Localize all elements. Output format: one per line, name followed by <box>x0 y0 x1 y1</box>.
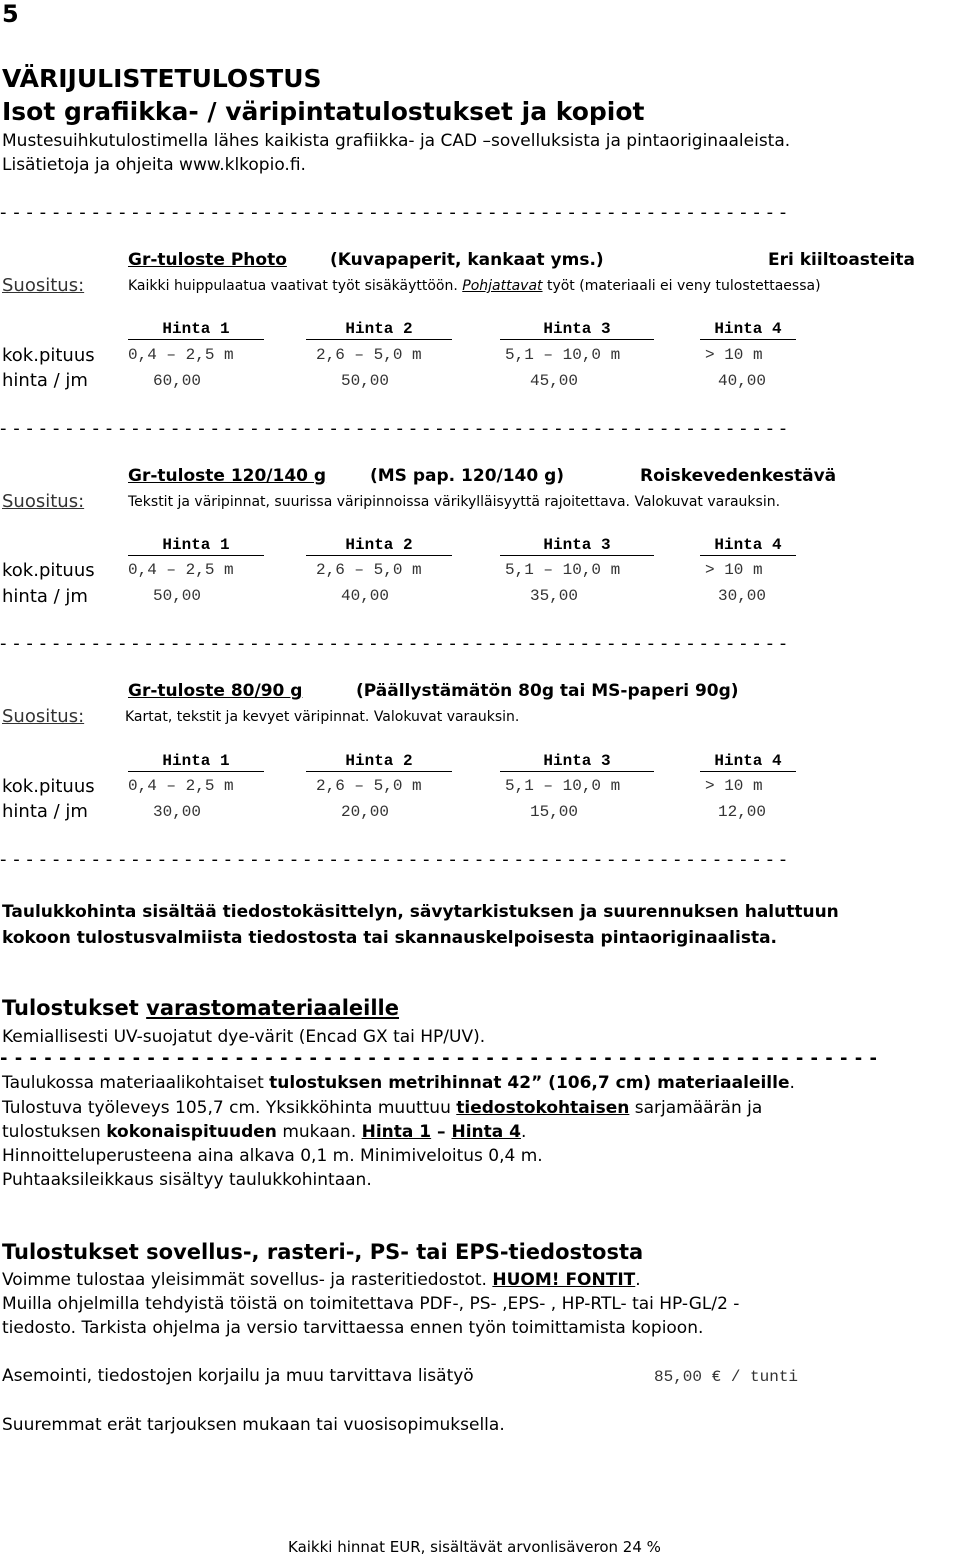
price-header-1: Hinta 1 <box>128 536 264 556</box>
length-range-1: 0,4 – 2,5 m <box>128 346 234 364</box>
divider: - - - - - - - - - - - - - - - - - - - - - - - - - - - - - - - - - - - - - - - - - - - - - - - - - - - - - - - - - - - - <box>0 849 787 870</box>
section-3-desc: (Päällystämätön 80g tai MS-paperi 90g) <box>356 681 739 701</box>
storage-line-4: tulostuksen kokonaispituuden mukaan. Hinta 1 – Hinta 4. <box>2 1122 527 1142</box>
price-value: 40,00 <box>341 587 390 605</box>
section-1-name: Gr-tuloste Photo <box>128 250 287 270</box>
length-range-1: 0,4 – 2,5 m <box>128 777 234 795</box>
price-row-label: hinta / jm <box>2 370 88 391</box>
intro-line-2: Lisätietoja ja ohjeita www.klkopio.fi. <box>2 155 306 175</box>
length-range-4: > 10 m <box>705 561 763 579</box>
price-value: 35,00 <box>530 587 579 605</box>
storage-heading: Tulostukset varastomateriaaleille <box>2 996 400 1020</box>
length-range-3: 5,1 – 10,0 m <box>505 561 621 579</box>
price-value: 30,00 <box>718 587 767 605</box>
divider: - - - - - - - - - - - - - - - - - - - - - - - - - - - - - - - - - - - - - - - - - - - - - - - - - - - - - - - - - - - - <box>0 1048 878 1069</box>
price-header-2: Hinta 2 <box>306 320 452 340</box>
price-header-1: Hinta 1 <box>128 320 264 340</box>
section-3-note: Kartat, tekstit ja kevyet väripinnat. Valokuvat varauksin. <box>125 709 520 725</box>
price-value: 12,00 <box>718 803 767 821</box>
section-1-extra: Eri kiiltoasteita <box>768 250 916 270</box>
price-value: 60,00 <box>153 372 202 390</box>
storage-line-3: Tulostuva työleveys 105,7 cm. Yksikköhinta muuttuu tiedostokohtaisen sarjamäärän ja <box>2 1098 763 1118</box>
price-header-3: Hinta 3 <box>500 536 654 556</box>
price-header-4: Hinta 4 <box>700 536 796 556</box>
price-value: 20,00 <box>341 803 390 821</box>
price-row-label: hinta / jm <box>2 586 88 607</box>
apps-line-1: Voimme tulostaa yleisimmät sovellus- ja rasteritiedostot. HUOM! FONTIT. <box>2 1270 641 1290</box>
recommendation-label: Suositus: <box>2 275 85 296</box>
recommendation-label: Suositus: <box>2 491 85 512</box>
page-number: 5 <box>2 0 19 28</box>
divider: - - - - - - - - - - - - - - - - - - - - - - - - - - - - - - - - - - - - - - - - - - - - - - - - - - - - - - - - - - - - <box>0 202 787 223</box>
divider: - - - - - - - - - - - - - - - - - - - - - - - - - - - - - - - - - - - - - - - - - - - - - - - - - - - - - - - - - - - - <box>0 418 787 439</box>
table-note-line-1: Taulukkohinta sisältää tiedostokäsittelyn, sävytarkistuksen ja suurennuksen haluttuun <box>2 902 839 922</box>
price-header-3: Hinta 3 <box>500 320 654 340</box>
length-range-2: 2,6 – 5,0 m <box>316 346 422 364</box>
intro-line-1: Mustesuihkutulostimella lähes kaikista grafiikka- ja CAD –sovelluksista ja pintaoriginaaleista. <box>2 131 791 151</box>
section-2-extra: Roiskevedenkestävä <box>640 466 837 486</box>
price-value: 50,00 <box>153 587 202 605</box>
price-header-2: Hinta 2 <box>306 536 452 556</box>
apps-heading: Tulostukset sovellus-, rasteri-, PS- tai EPS-tiedostosta <box>2 1240 644 1264</box>
storage-line-2: Taulukossa materiaalikohtaiset tulostuksen metrihinnat 42” (106,7 cm) materiaaleille. <box>2 1073 795 1093</box>
price-value: 50,00 <box>341 372 390 390</box>
price-value: 45,00 <box>530 372 579 390</box>
document-subtitle: Isot grafiikka- / väripintatulostukset ja kopiot <box>2 97 645 126</box>
service-label: Asemointi, tiedostojen korjailu ja muu tarvittava lisätyö <box>2 1366 474 1386</box>
price-row-label: hinta / jm <box>2 801 88 822</box>
section-3-name: Gr-tuloste 80/90 g <box>128 681 303 701</box>
table-note-line-2: kokoon tulostusvalmiista tiedostosta tai skannauskelpoisesta pintaoriginaalista. <box>2 928 777 948</box>
length-range-4: > 10 m <box>705 777 763 795</box>
length-row-label: kok.pituus <box>2 776 95 797</box>
apps-line-2: Muilla ohjelmilla tehdyistä töistä on toimitettava PDF-, PS- ,EPS- , HP-RTL- tai HP-GL/2 - <box>2 1294 740 1314</box>
length-range-4: > 10 m <box>705 346 763 364</box>
price-value: 15,00 <box>530 803 579 821</box>
footer-note: Kaikki hinnat EUR, sisältävät arvonlisäveron 24 % <box>288 1538 661 1556</box>
length-range-2: 2,6 – 5,0 m <box>316 561 422 579</box>
price-header-1: Hinta 1 <box>128 752 264 772</box>
section-1-desc: (Kuvapaperit, kankaat yms.) <box>330 250 604 270</box>
storage-line-5: Hinnoitteluperusteena aina alkava 0,1 m. Minimiveloitus 0,4 m. <box>2 1146 543 1166</box>
length-row-label: kok.pituus <box>2 345 95 366</box>
storage-line-1: Kemiallisesti UV-suojatut dye-värit (Encad GX tai HP/UV). <box>2 1027 486 1047</box>
price-header-4: Hinta 4 <box>700 320 796 340</box>
recommendation-label: Suositus: <box>2 706 85 727</box>
length-range-3: 5,1 – 10,0 m <box>505 777 621 795</box>
length-range-3: 5,1 – 10,0 m <box>505 346 621 364</box>
divider: - - - - - - - - - - - - - - - - - - - - - - - - - - - - - - - - - - - - - - - - - - - - - - - - - - - - - - - - - - - - <box>0 633 787 654</box>
section-2-note: Tekstit ja väripinnat, suurissa väripinnoissa värikylläisyyttä rajoitettava. Valokuvat varauksin. <box>128 494 781 510</box>
section-1-note: Kaikki huippulaatua vaativat työt sisäkäyttöön. Pohjattavat työt (materiaali ei veny tulostettaessa) <box>128 278 821 294</box>
price-value: 40,00 <box>718 372 767 390</box>
service-price: 85,00 € / tunti <box>654 1368 799 1386</box>
section-2-name: Gr-tuloste 120/140 g <box>128 466 327 486</box>
length-range-1: 0,4 – 2,5 m <box>128 561 234 579</box>
storage-line-6: Puhtaaksileikkaus sisältyy taulukkohintaan. <box>2 1170 372 1190</box>
price-header-2: Hinta 2 <box>306 752 452 772</box>
price-value: 30,00 <box>153 803 202 821</box>
length-range-2: 2,6 – 5,0 m <box>316 777 422 795</box>
section-2-desc: (MS pap. 120/140 g) <box>370 466 565 486</box>
document-title: VÄRIJULISTETULOSTUS <box>2 64 322 93</box>
price-header-3: Hinta 3 <box>500 752 654 772</box>
bulk-note: Suuremmat erät tarjouksen mukaan tai vuosisopimuksella. <box>2 1415 505 1435</box>
price-header-4: Hinta 4 <box>700 752 796 772</box>
apps-line-3: tiedosto. Tarkista ohjelma ja versio tarvittaessa ennen työn toimittamista kopioon. <box>2 1318 704 1338</box>
length-row-label: kok.pituus <box>2 560 95 581</box>
